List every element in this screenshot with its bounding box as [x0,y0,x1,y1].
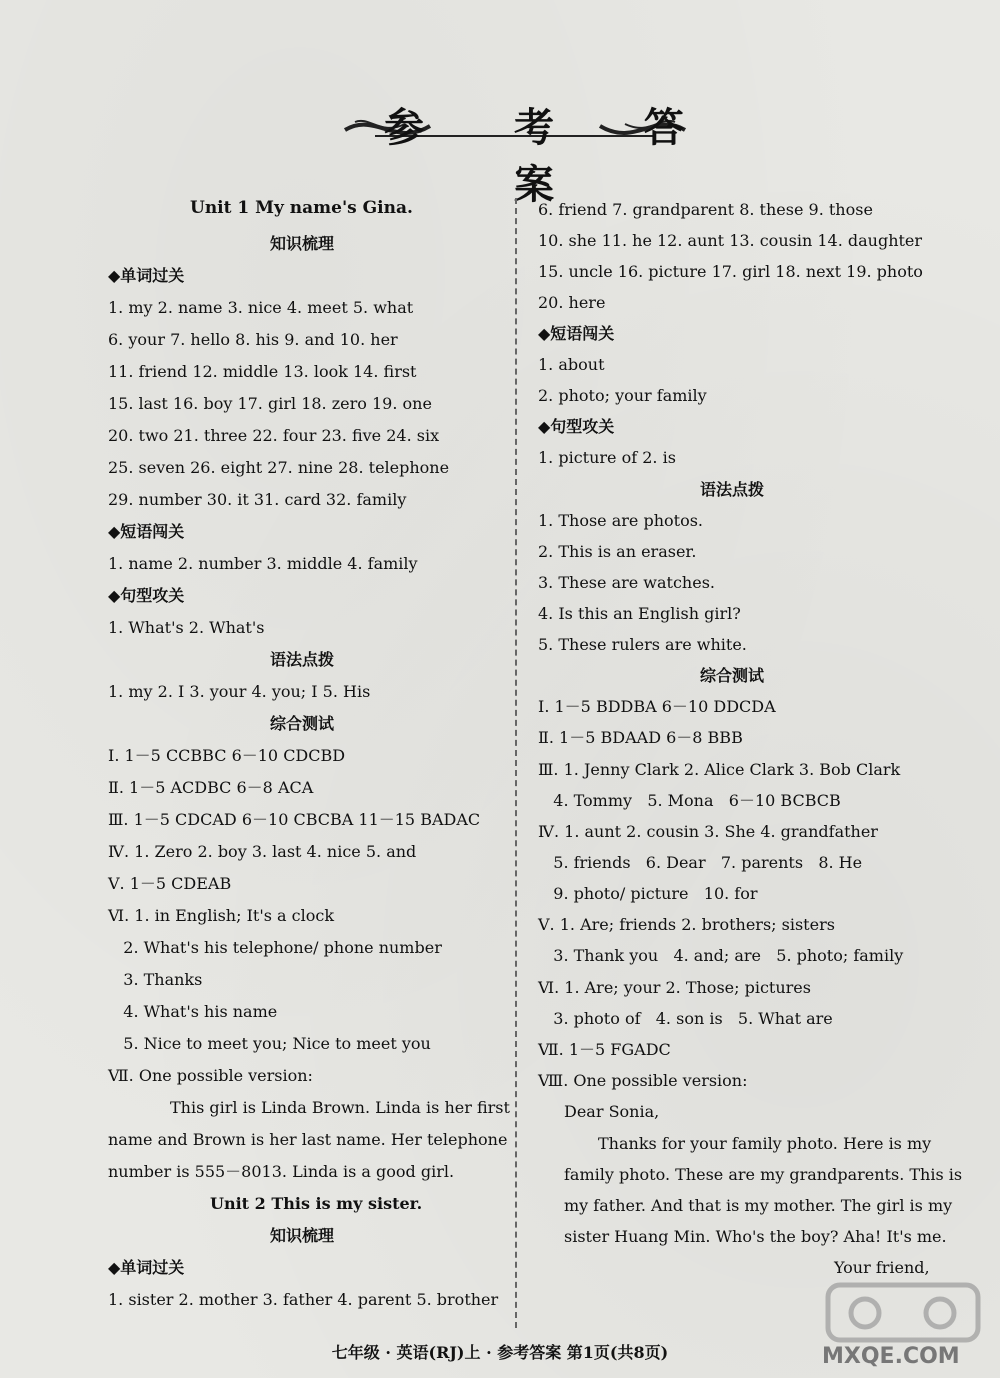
unit2-test-line: Ⅷ. One possible version: [538,1071,748,1090]
unit1-essay-line: name and Brown is her last name. Her telephone [108,1130,508,1149]
unit1-sentences-section: ◆句型攻关 [108,586,185,605]
unit2-words-section: ◆单词过关 [108,1258,185,1277]
unit1-test-line: 5. Nice to meet you; Nice to meet you [108,1034,431,1053]
unit2-grammar-line: 2. This is an eraser. [538,542,697,561]
unit1-test-line: 2. What's his telephone/ phone number [108,938,442,957]
unit1-essay-line: number is 555－8013. Linda is a good girl. [108,1162,455,1181]
unit2-test-line: 3. Thank you 4. and; are 5. photo; family [538,946,904,965]
unit2-test-line: 9. photo/ picture 10. for [538,884,758,903]
unit1-words-line: 11. friend 12. middle 13. look 14. first [108,362,417,381]
unit1-grammar-line: 1. my 2. I 3. your 4. you; I 5. His [108,682,371,701]
unit1-test-heading: 综合测试 [270,714,335,733]
unit2-phrases-line: 2. photo; your family [538,386,707,405]
unit2-sentences-section: ◆句型攻关 [538,417,615,436]
unit1-words-line: 15. last 16. boy 17. girl 18. zero 19. one [108,394,432,413]
unit2-words-line: 6. friend 7. grandparent 8. these 9. those [538,200,873,219]
unit1-words-line: 6. your 7. hello 8. his 9. and 10. her [108,330,398,349]
unit2-test-line: 4. Tommy 5. Mona 6－10 BCBCB [538,791,841,810]
unit2-title: Unit 2 This is my sister. [210,1194,423,1213]
unit1-test-line: 3. Thanks [108,970,203,989]
page-title: 参 考 答 案 [384,105,722,208]
unit2-letter-salutation: Dear Sonia, [564,1102,660,1121]
unit1-knowledge-heading: 知识梳理 [270,234,335,253]
title-banner [335,92,722,208]
unit1-test-line: Ⅵ. 1. in English; It's a clock [108,906,335,925]
unit1-phrases-section: ◆短语闯关 [108,522,185,541]
unit1-test-line: Ⅴ. 1－5 CDEAB [108,874,232,893]
unit2-words-line: 15. uncle 16. picture 17. girl 18. next 19. photo [538,262,923,281]
unit2-grammar-heading: 语法点拨 [700,480,765,499]
unit2-words-line: 10. she 11. he 12. aunt 13. cousin 14. daughter [538,231,923,250]
unit2-phrases-section: ◆短语闯关 [538,324,615,343]
unit2-grammar-line: 3. These are watches. [538,573,715,592]
unit1-test-line: Ⅱ. 1－5 ACDBC 6－8 ACA [108,778,314,797]
unit1-test-line: Ⅳ. 1. Zero 2. boy 3. last 4. nice 5. and [108,842,417,861]
watermark-text: MXQE.COM [822,1344,960,1369]
unit2-test-line: Ⅵ. 1. Are; your 2. Those; pictures [538,978,811,997]
unit2-grammar-line: 1. Those are photos. [538,511,704,530]
unit1-words-line: 20. two 21. three 22. four 23. five 24. six [108,426,440,445]
unit1-title: Unit 1 My name's Gina. [190,198,413,218]
unit2-grammar-line: 5. These rulers are white. [538,635,747,654]
unit1-sentences-line: 1. What's 2. What's [108,618,265,637]
unit1-test-line: Ⅲ. 1－5 CDCAD 6－10 CBCBA 11－15 BADAC [108,810,481,829]
unit1-words-section: ◆单词过关 [108,266,185,285]
unit2-knowledge-heading: 知识梳理 [270,1226,335,1245]
unit2-letter-line: my father. And that is my mother. The girl is my [564,1196,953,1215]
unit2-test-line: Ⅰ. 1－5 BDDBA 6－10 DDCDA [538,697,776,716]
unit2-test-line: 3. photo of 4. son is 5. What are [538,1009,833,1028]
unit1-test-line: 4. What's his name [108,1002,278,1021]
unit2-test-line: Ⅶ. 1－5 FGADC [538,1040,671,1059]
unit2-test-heading: 综合测试 [700,666,765,685]
unit1-words-line: 1. my 2. name 3. nice 4. meet 5. what [108,298,414,317]
unit1-phrases-line: 1. name 2. number 3. middle 4. family [108,554,418,573]
unit2-sentences-line: 1. picture of 2. is [538,448,676,467]
unit2-letter-signoff: Your friend, [834,1258,930,1277]
unit2-grammar-line: 4. Is this an English girl? [538,604,741,623]
unit2-letter-line: family photo. These are my grandparents. This is [564,1165,963,1184]
unit1-words-line: 25. seven 26. eight 27. nine 28. telephone [108,458,450,477]
unit2-words-line: 20. here [538,293,606,312]
unit1-words-line: 29. number 30. it 31. card 32. family [108,490,407,509]
unit1-essay-line: This girl is Linda Brown. Linda is her first [170,1098,510,1117]
unit2-test-line: Ⅳ. 1. aunt 2. cousin 3. She 4. grandfather [538,822,878,841]
unit2-letter-line: Thanks for your family photo. Here is my [598,1134,932,1153]
unit1-test-line: Ⅰ. 1－5 CCBBC 6－10 CDCBD [108,746,346,765]
unit2-words-line: 1. sister 2. mother 3. father 4. parent 5. brother [108,1290,499,1309]
column-divider [515,198,517,1328]
unit2-phrases-line: 1. about [538,355,605,374]
unit2-test-line: Ⅴ. 1. Are; friends 2. brothers; sisters [538,915,835,934]
unit2-test-line: 5. friends 6. Dear 7. parents 8. He [538,853,863,872]
unit1-test-line: Ⅶ. One possible version: [108,1066,313,1085]
unit2-letter-line: sister Huang Min. Who's the boy? Aha! It's me. [564,1227,947,1246]
unit1-grammar-heading: 语法点拨 [270,650,335,669]
unit2-test-line: Ⅲ. 1. Jenny Clark 2. Alice Clark 3. Bob Clark [538,760,901,779]
page-footer: 七年级 · 英语(RJ)上 · 参考答案 第1页(共8页) [331,1343,669,1362]
unit2-test-line: Ⅱ. 1－5 BDAAD 6－8 BBB [538,728,743,747]
